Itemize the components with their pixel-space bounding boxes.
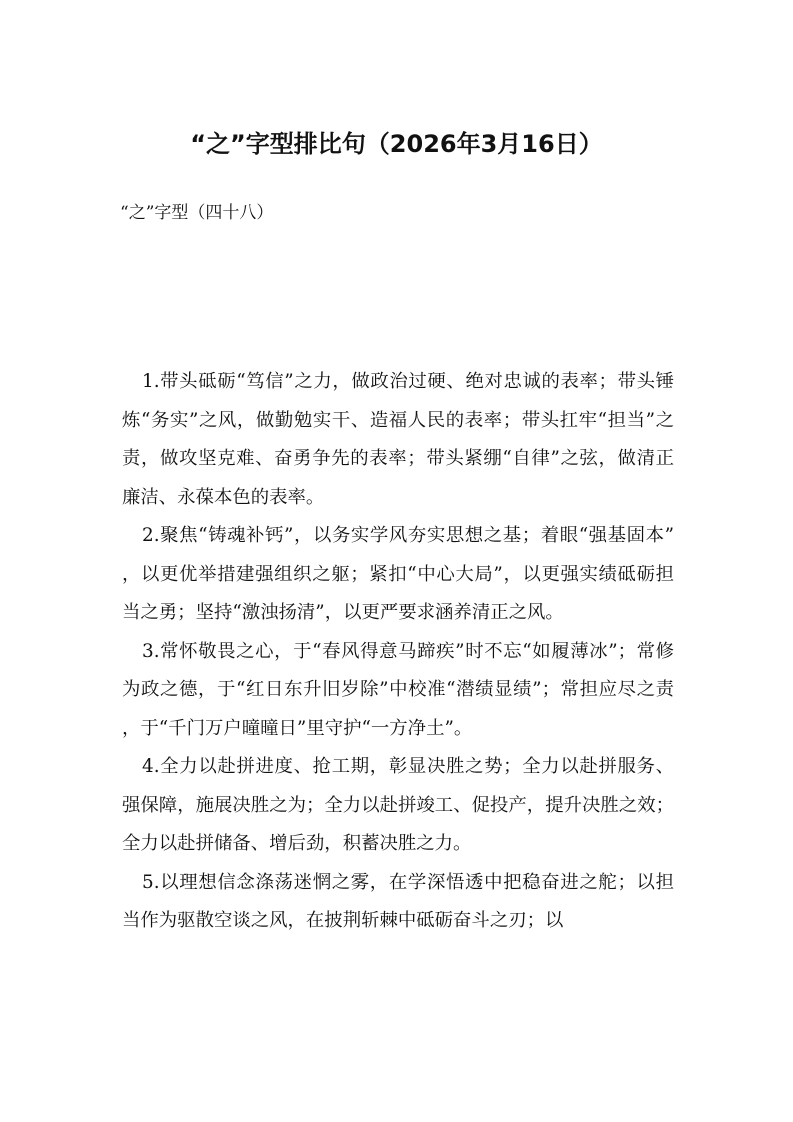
paragraph-1: 1.带头砥砺“笃信”之力，做政治过硬、绝对忠诚的表率；带头锤炼“务实”之风，做勤勉实干、造福人民的表率；带头扛牢“担当”之责，做攻坚克难、奋勇争先的表率；带头紧绷“自律”之弦，做清正廉洁、永葆本色的表率。 <box>122 371 674 508</box>
paragraph-5: 5.以理想信念涤荡迷惘之雾，在学深悟透中把稳奋进之舵；以担当作为驱散空谈之风，在披荆斩棘中砥砺奋斗之刃；以 <box>122 871 674 931</box>
paragraph-3: 3.常怀敬畏之心，于“春风得意马蹄疾”时不忘“如履薄冰”；常修为政之德，于“红日东升旧岁除”中校准“潜绩显绩”；常担应尽之责，于“千门万户曈曈日”里守护“一方净土”。 <box>122 640 674 739</box>
paragraph-4: 4.全力以赴拼进度、抢工期，彰显决胜之势；全力以赴拼服务、强保障，施展决胜之为；全力以赴拼竣工、促投产，提升决胜之效；全力以赴拼储备、增后劲，积蓄决胜之力。 <box>122 756 674 854</box>
paragraph-2: 2.聚焦“铸魂补钙”，以务实学风夯实思想之基；着眼“强基固本”，以更优举措建强组织之躯；紧扣“中心大局”，以更强实绩砥砺担当之勇；坚持“激浊扬清”，以更严要求涵养清正之风。 <box>122 525 674 623</box>
document-subtitle: “之”字型（四十八） <box>120 203 274 223</box>
document-title: “之”字型排比句（2026年3月16日） <box>190 130 603 158</box>
document-body <box>122 363 674 941</box>
